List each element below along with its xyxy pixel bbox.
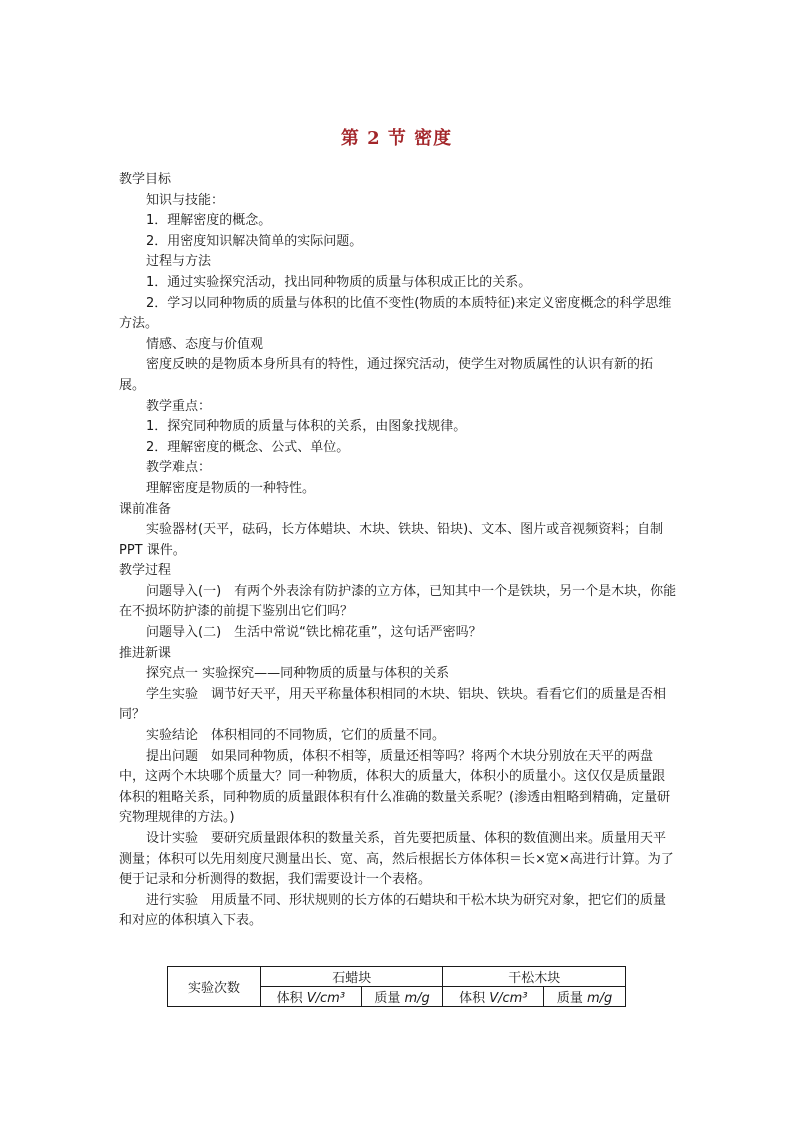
table-header-row: [168, 967, 626, 987]
paragraph: 2．理解密度的概念、公式、单位。: [146, 439, 350, 455]
paragraph: 2．学习以同种物质的质量与体积的比值不变性(物质的本质特征)来定义密度概念的科学思维方法。: [119, 295, 672, 332]
paragraph: 进行实验 用质量不同、形状规则的长方体的石蜡块和干松木块为研究对象，把它们的质量和对应的体积填入下表。: [119, 892, 667, 929]
paragraph: 密度反映的是物质本身所具有的特性，通过探究活动，使学生对物质属性的认识有新的拓展。: [119, 357, 654, 393]
paragraph: 学生实验 调节好天平，用天平称量体积相同的木块、铝块、铁块。看看它们的质量是否相同？: [119, 686, 667, 723]
paragraph: 教学重点：: [146, 398, 212, 414]
page-title: 第 2 节 密度: [340, 128, 453, 149]
paragraph: 1．理解密度的概念。: [146, 213, 272, 229]
table-cell-volume: 体积 V/cm³: [443, 987, 544, 1007]
paragraph: 情感、态度与价值观: [146, 336, 264, 352]
table-cell-volume: 体积 V/cm³: [261, 987, 362, 1007]
table-cell-mass: 质量 m/g: [361, 987, 443, 1007]
section-heading: 教学过程: [119, 563, 172, 579]
paragraph: 实验器材(天平，砝码，长方体蜡块、木块、铁块、铅块)、文本、图片或音视频资料；自制 PPT 课件。: [119, 522, 664, 558]
section-heading: 教学目标: [119, 172, 172, 187]
section-heading: 推进新课: [119, 645, 172, 661]
table-header-paraffin: 石蜡块: [261, 967, 443, 987]
table-cell-mass: 质量 m/g: [544, 987, 626, 1007]
paragraph: 提出问题 如果同种物质，体积不相等，质量还相等吗？将两个木块分别放在天平的两盘中，这两个木块哪个质量大？同一种物质，体积大的质量大，体积小的质量小。这仅仅是质量跟体积的粗略关系，同种物质的质量跟体积有什么准确的数量关系呢？(渗透由粗略到精确，定量研究物理规律的方法。): [119, 748, 671, 826]
paragraph: 理解密度是物质的一种特性。: [146, 480, 316, 496]
section-heading: 课前准备: [119, 501, 172, 517]
table-header-pine: 干松木块: [443, 967, 626, 987]
paragraph: 1．通过实验探究活动，找出同种物质的质量与体积成正比的关系。: [146, 274, 532, 290]
paragraph: 实验结论 体积相同的不同物质，它们的质量不同。: [146, 728, 446, 744]
paragraph: 1．探究同种物质的质量与体积的关系，由图象找规律。: [146, 419, 467, 435]
paragraph: 探究点一 实验探究——同种物质的质量与体积的关系: [146, 666, 450, 682]
paragraph: 问题导入(一) 有两个外表涂有防护漆的立方体，已知其中一个是铁块，另一个是木块，你能在不损坏防护漆的前提下鉴别出它们吗？: [119, 583, 677, 620]
paragraph: 教学难点：: [146, 460, 212, 476]
paragraph: 知识与技能：: [146, 192, 225, 208]
paragraph: 2．用密度知识解决简单的实际问题。: [146, 233, 363, 249]
paragraph: 设计实验 要研究质量跟体积的数量关系，首先要把质量、体积的数值测出来。质量用天平测量；体积可以先用刻度尺测量出长、宽、高，然后根据长方体体积＝长×宽×高进行计算。为了便于记录和分析测得的数据，我们需要设计一个表格。: [119, 831, 674, 888]
document-body: [119, 170, 677, 932]
paragraph: 问题导入(二) 生活中常说“铁比棉花重”，这句话严密吗？: [146, 625, 482, 641]
table-header-trial: 实验次数: [168, 967, 261, 1007]
paragraph: 过程与方法: [146, 254, 212, 270]
experiment-table: [167, 966, 626, 1007]
